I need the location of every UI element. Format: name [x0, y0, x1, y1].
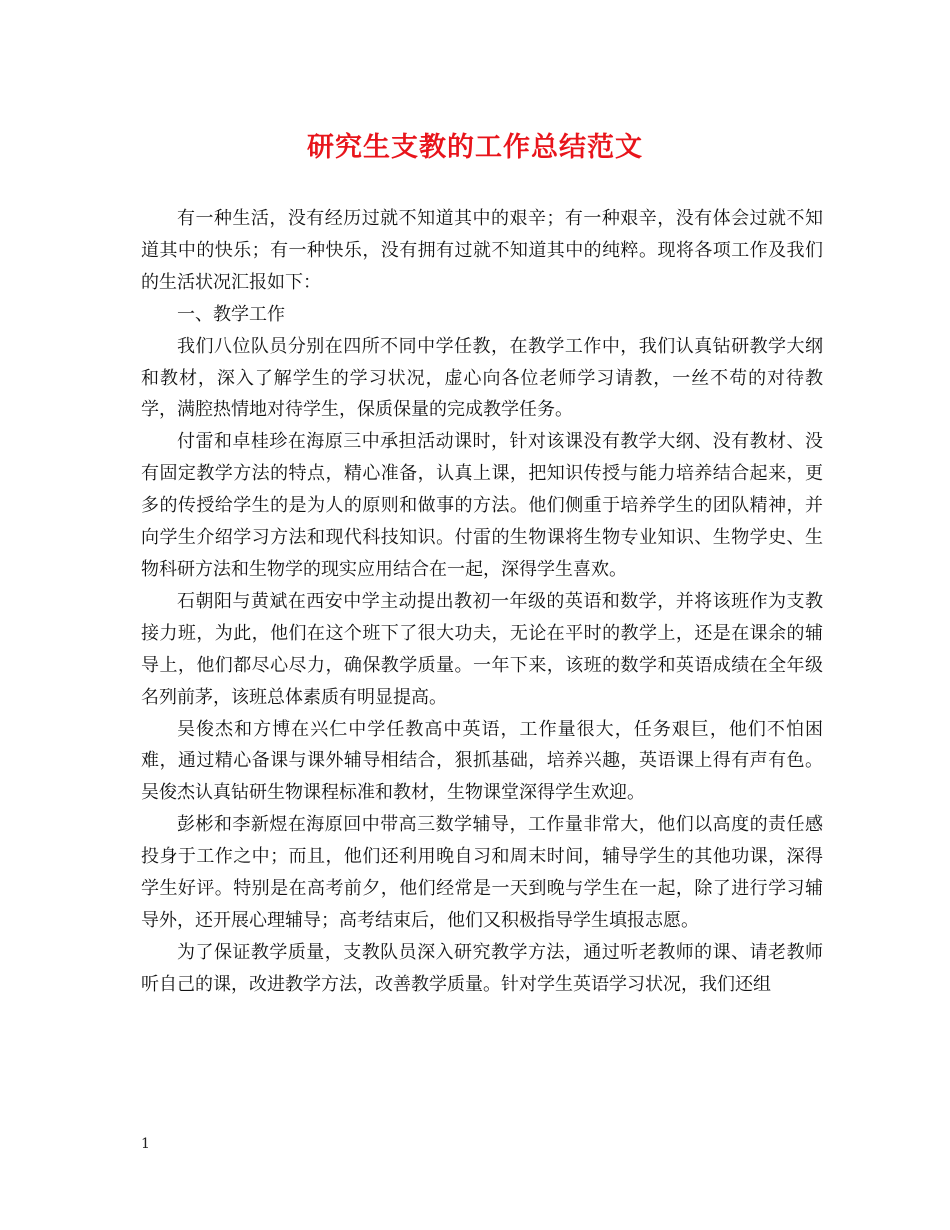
paragraph-teaching-quality: 为了保证教学质量，支教队员深入研究教学方法，通过听老教师的课、请老教师听自己的课，改进教学方法，改善教学质量。针对学生英语学习状况，我们还组 [141, 941, 823, 995]
document-body [141, 203, 823, 1001]
paragraph-peng-bin-li-xinyu: 彭彬和李新煜在海原回中带高三数学辅导，工作量非常大，他们以高度的责任感投身于工作之中；而且，他们还利用晚自习和周末时间，辅导学生的其他功课，深得学生好评。特别是在高考前夕，他们经常是一天到晚与学生在一起，除了进行学习辅导外，还开展心理辅导；高考结束后，他们又积极指导学生填报志愿。 [141, 814, 823, 931]
paragraph-wu-junjie-fang-bo: 吴俊杰和方博在兴仁中学任教高中英语，工作量很大，任务艰巨，他们不怕困难，通过精心备课与课外辅导相结合，狠抓基础，培养兴趣，英语课上得有声有色。吴俊杰认真钻研生物课程标准和教材，生物课堂深得学生欢迎。 [141, 718, 823, 804]
paragraph-teaching-overview: 我们八位队员分别在四所不同中学任教，在教学工作中，我们认真钻研教学大纲和教材，深入了解学生的学习状况，虚心向各位老师学习请教，一丝不苟的对待教学，满腔热情地对待学生，保质保量的完成教学任务。 [141, 335, 823, 421]
paragraph-intro: 有一种生活，没有经历过就不知道其中的艰辛；有一种艰辛，没有体会过就不知道其中的快乐；有一种快乐，没有拥有过就不知道其中的纯粹。现将各项工作及我们的生活状况汇报如下： [141, 208, 823, 293]
page-number: 1 [141, 1136, 150, 1152]
paragraph-fu-lei-zhuo-guizhen: 付雷和卓桂珍在海原三中承担活动课时，针对该课没有教学大纲、没有教材、没有固定教学方法的特点，精心准备，认真上课，把知识传授与能力培养结合起来，更多的传授给学生的是为人的原则和做事的方法。他们侧重于培养学生的团队精神，并向学生介绍学习方法和现代科技知识。付雷的生物课将生物专业知识、生物学史、生物科研方法和生物学的现实应用结合在一起，深得学生喜欢。 [141, 431, 823, 580]
section-heading-teaching: 一、教学工作 [177, 303, 285, 325]
paragraph-shi-chaoyang-huang-bin: 石朝阳与黄斌在西安中学主动提出教初一年级的英语和数学，并将该班作为支教接力班，为此，他们在这个班下了很大功夫，无论在平时的教学上，还是在课余的辅导上，他们都尽心尽力，确保教学质量。一年下来，该班的数学和英语成绩在全年级名列前茅，该班总体素质有明显提高。 [141, 590, 823, 708]
document-title: 研究生支教的工作总结范文 [307, 132, 643, 163]
